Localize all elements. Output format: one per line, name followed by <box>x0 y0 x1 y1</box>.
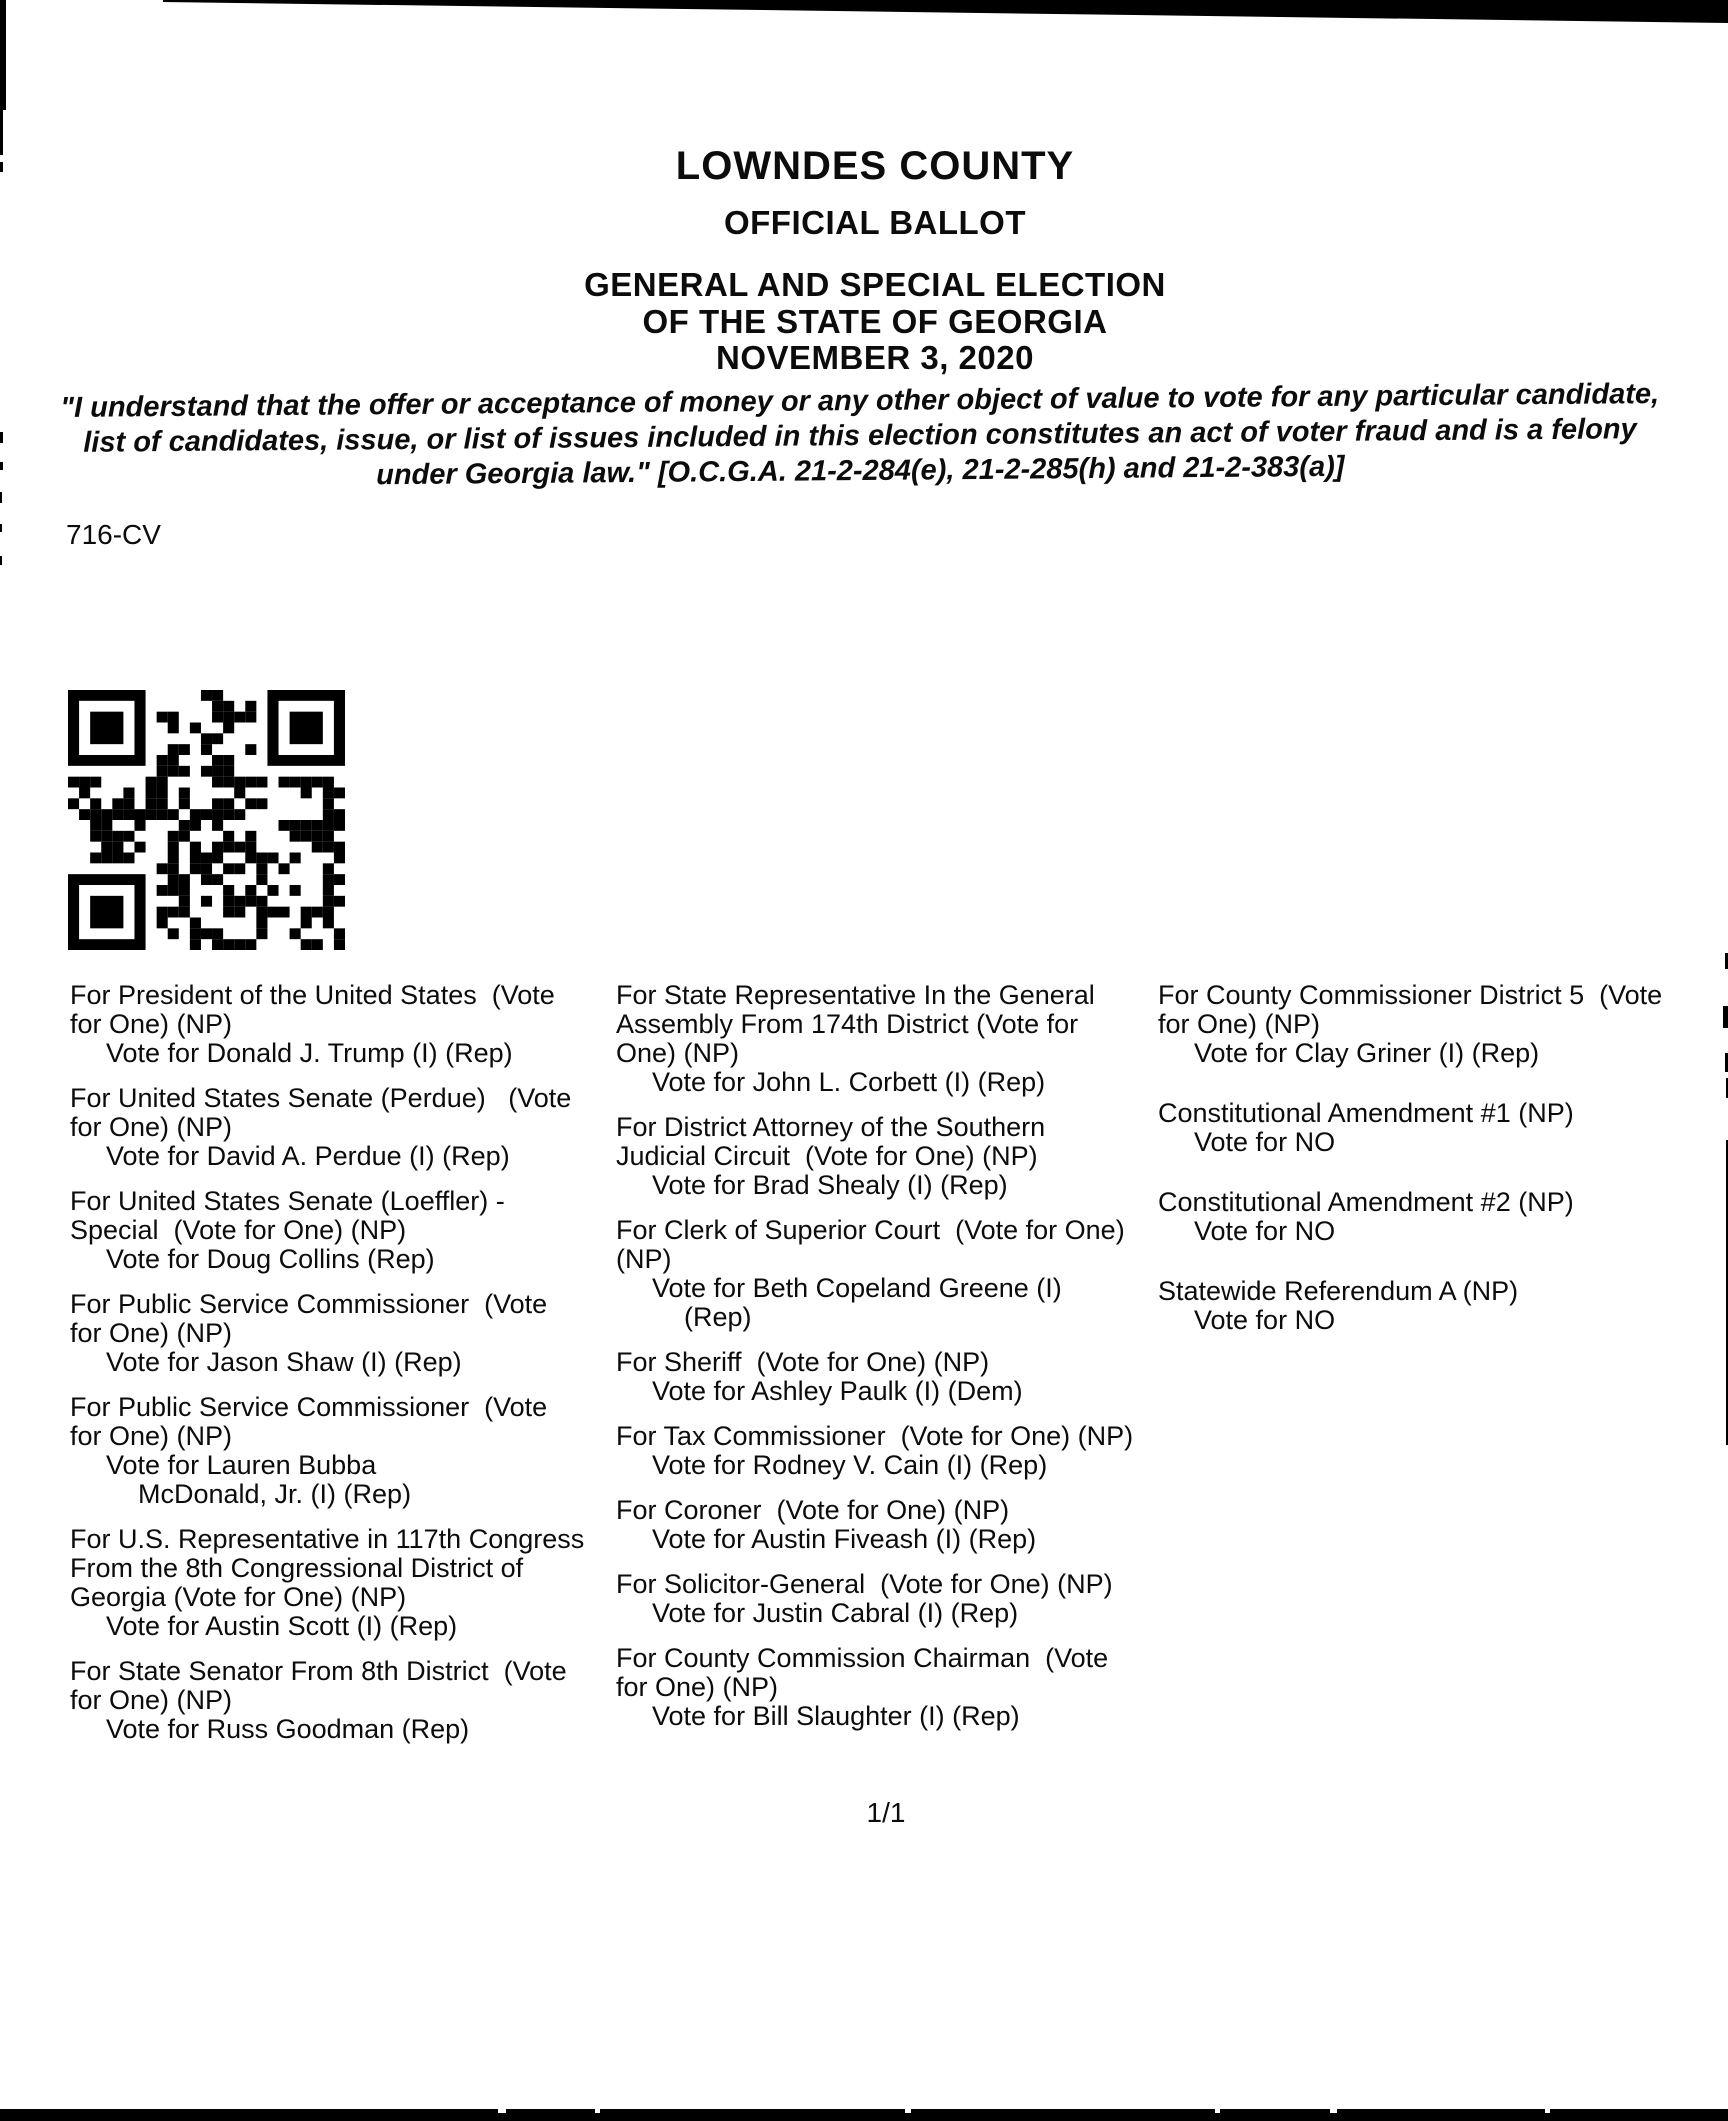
left-edge-scan-artifact <box>0 462 3 470</box>
office-text-line: for One) (NP) <box>1158 1009 1321 1039</box>
office-text-line: Special (Vote for One) (NP) <box>70 1215 407 1245</box>
contest-block <box>1158 1099 1728 1157</box>
scan-notch <box>1330 2109 1337 2113</box>
vote-line: Vote for Brad Shealy (I) (Rep) <box>652 1170 1008 1200</box>
page-title-county: LOWNDES COUNTY <box>675 144 1075 188</box>
office-text-line: (NP) <box>616 1244 672 1274</box>
office-text-line: For President of the United States (Vote <box>70 980 555 1010</box>
vote-line: Vote for Austin Fiveash (I) (Rep) <box>652 1524 1037 1554</box>
office-text-line: for One) (NP) <box>70 1685 233 1715</box>
contest-block <box>70 1657 586 1744</box>
contest-block <box>616 1496 1150 1554</box>
bottom-edge-scan-artifact <box>0 2109 1728 2121</box>
left-edge-scan-artifact <box>0 162 3 172</box>
disclaimer-line: under Georgia law." [O.C.G.A. 21-2-284(e), 21-2-285(h) and 21-2-383(a)] <box>376 450 1345 492</box>
office-text-line: For United States Senate (Loeffler) - <box>70 1186 505 1216</box>
contest-block <box>1158 1277 1728 1335</box>
ballot-title: OFFICIAL BALLOT <box>723 204 1027 241</box>
left-edge-scan-artifact <box>0 110 3 155</box>
office-text-line: For District Attorney of the Southern <box>616 1112 1046 1142</box>
office-text-line: For Solicitor-General (Vote for One) (NP) <box>616 1569 1113 1599</box>
vote-line: Vote for Clay Griner (I) (Rep) <box>1194 1038 1540 1068</box>
scan-notch <box>1215 2109 1220 2113</box>
office-text-line: for One) (NP) <box>70 1112 233 1142</box>
left-edge-scan-artifact <box>0 524 2 532</box>
vote-line: Vote for Bill Slaughter (I) (Rep) <box>652 1701 1020 1731</box>
contest-block <box>616 1644 1150 1731</box>
page-number: 1/1 <box>866 1797 906 1828</box>
office-text-line: For County Commissioner District 5 (Vote <box>1158 980 1663 1010</box>
office-text-line: Constitutional Amendment #1 (NP) <box>1158 1098 1574 1128</box>
left-edge-scan-artifact <box>0 556 2 565</box>
vote-line: Vote for Beth Copeland Greene (I) <box>652 1273 1062 1303</box>
office-text-line: for One) (NP) <box>70 1421 233 1451</box>
office-text-line: For U.S. Representative in 117th Congress <box>70 1524 585 1554</box>
election-date: NOVEMBER 3, 2020 <box>716 339 1034 376</box>
office-text-line: From the 8th Congressional District of <box>70 1553 524 1583</box>
voter-fraud-disclaimer <box>30 377 1691 496</box>
disclaimer-line: list of candidates, issue, or list of issues included in this election constitutes an act of voter fraud and is a felony <box>83 413 1637 459</box>
scan-notch <box>905 2109 911 2113</box>
office-text-line: For Coroner (Vote for One) (NP) <box>616 1495 1010 1525</box>
office-text-line: For United States Senate (Perdue) (Vote <box>70 1083 572 1113</box>
vote-line: (Rep) <box>684 1302 752 1332</box>
vote-line: Vote for NO <box>1194 1305 1336 1335</box>
vote-line: Vote for Donald J. Trump (I) (Rep) <box>106 1038 513 1068</box>
contest-block <box>1158 1188 1728 1246</box>
vote-line: Vote for Austin Scott (I) (Rep) <box>106 1611 458 1641</box>
contest-block <box>616 1570 1150 1628</box>
vote-line: Vote for John L. Corbett (I) (Rep) <box>652 1067 1046 1097</box>
scan-notch <box>595 2109 600 2113</box>
contest-block <box>1158 981 1728 1068</box>
contest-block <box>70 981 586 1068</box>
office-text-line: Assembly From 174th District (Vote for <box>616 1009 1079 1039</box>
vote-line: Vote for Ashley Paulk (I) (Dem) <box>652 1376 1023 1406</box>
office-text-line: For Tax Commissioner (Vote for One) (NP) <box>616 1421 1134 1451</box>
ballot-column <box>70 981 586 1760</box>
ballot-column <box>616 981 1150 1747</box>
contest-block <box>616 1348 1150 1406</box>
office-text-line: For Sheriff (Vote for One) (NP) <box>616 1347 990 1377</box>
top-edge-scan-artifact <box>0 0 1728 25</box>
office-text-line: For Public Service Commissioner (Vote <box>70 1392 548 1422</box>
office-text-line: Georgia (Vote for One) (NP) <box>70 1582 407 1612</box>
office-text-line: for One) (NP) <box>70 1009 233 1039</box>
vote-line: Vote for NO <box>1194 1216 1336 1246</box>
election-title-line1: GENERAL AND SPECIAL ELECTION <box>584 266 1166 303</box>
office-text-line: for One) (NP) <box>70 1318 233 1348</box>
contest-block <box>616 1113 1150 1200</box>
contest-block <box>70 1393 586 1509</box>
vote-line: Vote for Justin Cabral (I) (Rep) <box>652 1598 1019 1628</box>
office-text-line: For Clerk of Superior Court (Vote for One) <box>616 1215 1125 1245</box>
contest-block <box>70 1290 586 1377</box>
contest-block <box>616 981 1150 1097</box>
left-edge-scan-artifact <box>0 432 3 443</box>
vote-line: Vote for Jason Shaw (I) (Rep) <box>106 1347 462 1377</box>
form-code: 716-CV <box>66 519 161 550</box>
vote-line: Vote for Russ Goodman (Rep) <box>106 1714 470 1744</box>
scan-notch <box>498 2109 506 2113</box>
office-text-line: Constitutional Amendment #2 (NP) <box>1158 1187 1574 1217</box>
election-title-line2: OF THE STATE OF GEORGIA <box>642 303 1108 340</box>
vote-line: Vote for Lauren Bubba <box>106 1450 377 1480</box>
contest-block <box>616 1422 1150 1480</box>
contest-block <box>70 1084 586 1171</box>
office-text-line: One) (NP) <box>616 1038 740 1068</box>
contest-block <box>616 1216 1150 1332</box>
vote-line: Vote for NO <box>1194 1127 1336 1157</box>
office-text-line: For Public Service Commissioner (Vote <box>70 1289 548 1319</box>
scan-notch <box>1545 2109 1550 2113</box>
vote-line: Vote for Doug Collins (Rep) <box>106 1244 435 1274</box>
left-edge-scan-artifact <box>0 492 2 503</box>
vote-line: Vote for Rodney V. Cain (I) (Rep) <box>652 1450 1048 1480</box>
office-text-line: For County Commission Chairman (Vote <box>616 1643 1109 1673</box>
ballot-column <box>1158 981 1728 1366</box>
office-text-line: For State Senator From 8th District (Vote <box>70 1656 567 1686</box>
contest-block <box>70 1525 586 1641</box>
vote-line: Vote for David A. Perdue (I) (Rep) <box>106 1141 510 1171</box>
qr-code <box>68 690 345 950</box>
vote-line: McDonald, Jr. (I) (Rep) <box>138 1479 412 1509</box>
disclaimer-line: "I understand that the offer or acceptance of money or any other object of value to vote for any particular candidate, <box>60 378 1660 424</box>
office-text-line: for One) (NP) <box>616 1672 779 1702</box>
contest-block <box>70 1187 586 1274</box>
left-edge-scan-artifact <box>0 0 6 110</box>
office-text-line: Judicial Circuit (Vote for One) (NP) <box>616 1141 1038 1171</box>
office-text-line: Statewide Referendum A (NP) <box>1158 1276 1519 1306</box>
office-text-line: For State Representative In the General <box>616 980 1095 1010</box>
